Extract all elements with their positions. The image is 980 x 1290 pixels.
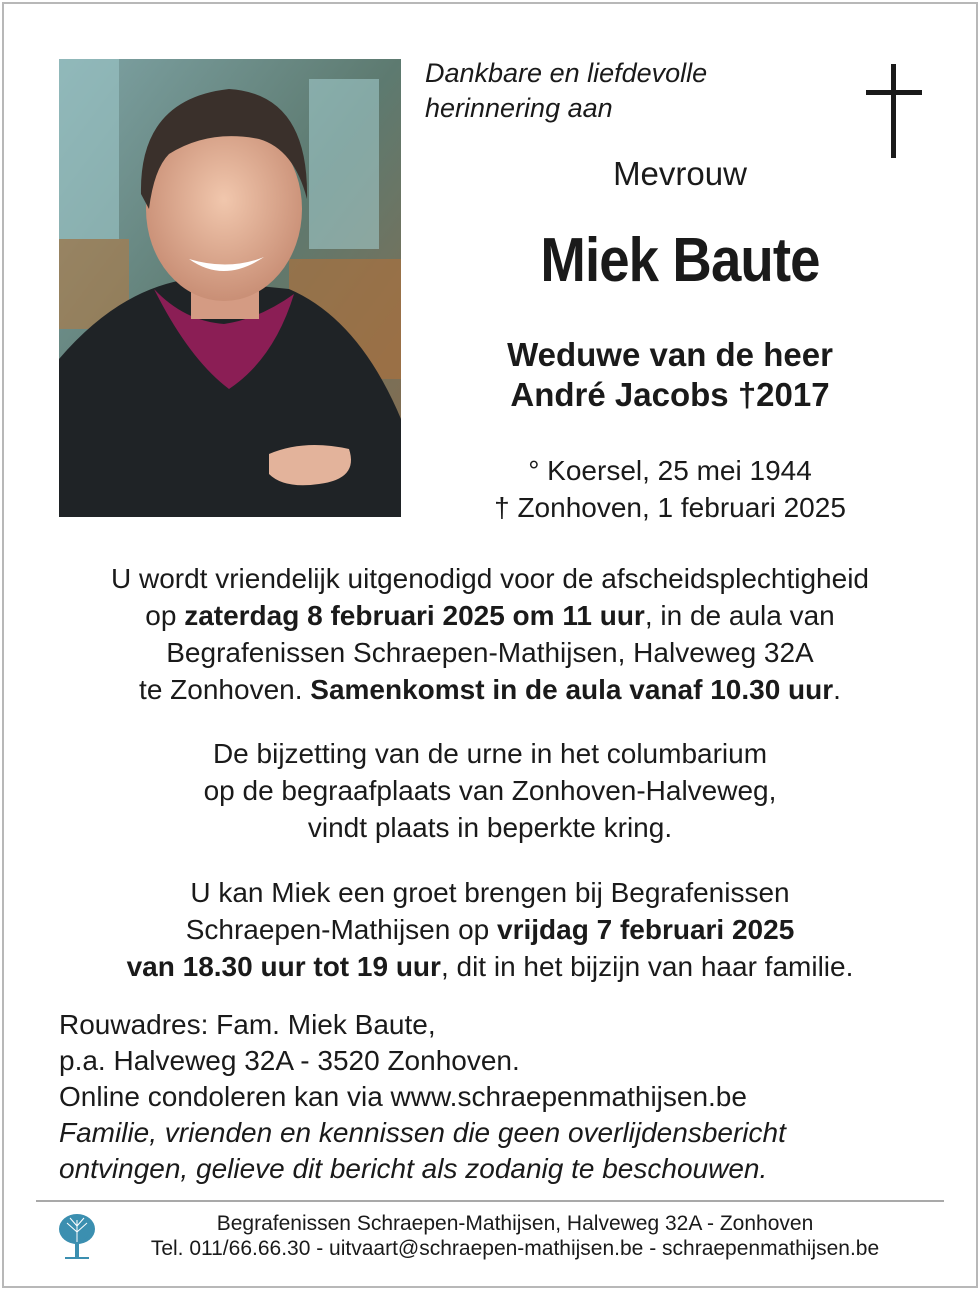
visit-paragraph (40, 874, 940, 985)
address-line-2: p.a. Halveweg 32A - 3520 Zonhoven. (59, 1045, 520, 1076)
visit-line-2 (40, 911, 940, 948)
notice-line-2: ontvingen, gelieve dit bericht als zodanig te beschouwen. (59, 1153, 768, 1184)
urn-line-3: vindt plaats in beperkte kring. (307, 812, 673, 843)
ceremony-line-2 (40, 597, 940, 634)
footer-line-2: Tel. 011/66.66.30 - uitvaart@schraepen-mathijsen.be - schraepenmathijsen.be (150, 1237, 880, 1260)
intro-line-2: herinnering aan (425, 93, 613, 123)
gathering-time: Samenkomst in de aula vanaf 10.30 uur (310, 674, 834, 705)
ceremony-line-4-pre: te Zonhoven. (139, 674, 311, 705)
ceremony-line-3: Begrafenissen Schraepen-Mathijsen, Halveweg 32A (166, 637, 814, 668)
ceremony-paragraph (40, 560, 940, 708)
condolence-line: Online condoleren kan via www.schraepenmathijsen.be (59, 1081, 747, 1112)
address-line-1: Rouwadres: Fam. Miek Baute, (59, 1009, 436, 1040)
address-block (59, 1007, 939, 1187)
portrait-photo (59, 59, 401, 517)
footer-divider (36, 1200, 944, 1202)
urn-paragraph (40, 735, 940, 846)
visit-line-1: U kan Miek een groet brengen bij Begrafenissen (190, 877, 790, 908)
notice-line-1: Familie, vrienden en kennissen die geen overlijdensbericht (59, 1117, 786, 1148)
urn-line-2: op de begraafplaats van Zonhoven-Halveweg, (203, 775, 777, 806)
widow-line-1: Weduwe van de heer (507, 336, 833, 373)
urn-line-1: De bijzetting van de urne in het columbarium (212, 738, 768, 769)
widow-of (440, 335, 900, 415)
birth-date: ° Koersel, 25 mei 1944 (528, 455, 812, 486)
visit-line-3-post: , dit in het bijzijn van haar familie. (440, 951, 854, 982)
footer (100, 1211, 930, 1261)
tree-logo-icon (56, 1212, 98, 1262)
cross-icon (866, 64, 922, 158)
ceremony-line-2-pre: op (145, 600, 185, 631)
ceremony-line-1: U wordt vriendelijk uitgenodigd voor de afscheidsplechtigheid (110, 563, 869, 594)
widow-line-2: André Jacobs †2017 (510, 376, 830, 413)
intro-text (425, 56, 707, 126)
footer-line-1: Begrafenissen Schraepen-Mathijsen, Halveweg 32A - Zonhoven (216, 1212, 814, 1235)
visit-date: vrijdag 7 februari 2025 (497, 914, 795, 945)
deceased-name: Miek Baute (540, 226, 820, 295)
death-date: † Zonhoven, 1 februari 2025 (494, 492, 846, 523)
visit-line-3 (40, 948, 940, 985)
ceremony-line-4-post: . (833, 674, 841, 705)
ceremony-line-4 (40, 671, 940, 708)
ceremony-line-2-post: , in de aula van (644, 600, 835, 631)
visit-line-2-pre: Schraepen-Mathijsen op (185, 914, 498, 945)
intro-line-1: Dankbare en liefdevolle (425, 58, 708, 88)
ceremony-date: zaterdag 8 februari 2025 om 11 uur (184, 600, 645, 631)
visit-time: van 18.30 uur tot 19 uur (126, 951, 441, 982)
life-dates (440, 452, 900, 526)
title-prefix: Mevrouw (613, 155, 747, 192)
